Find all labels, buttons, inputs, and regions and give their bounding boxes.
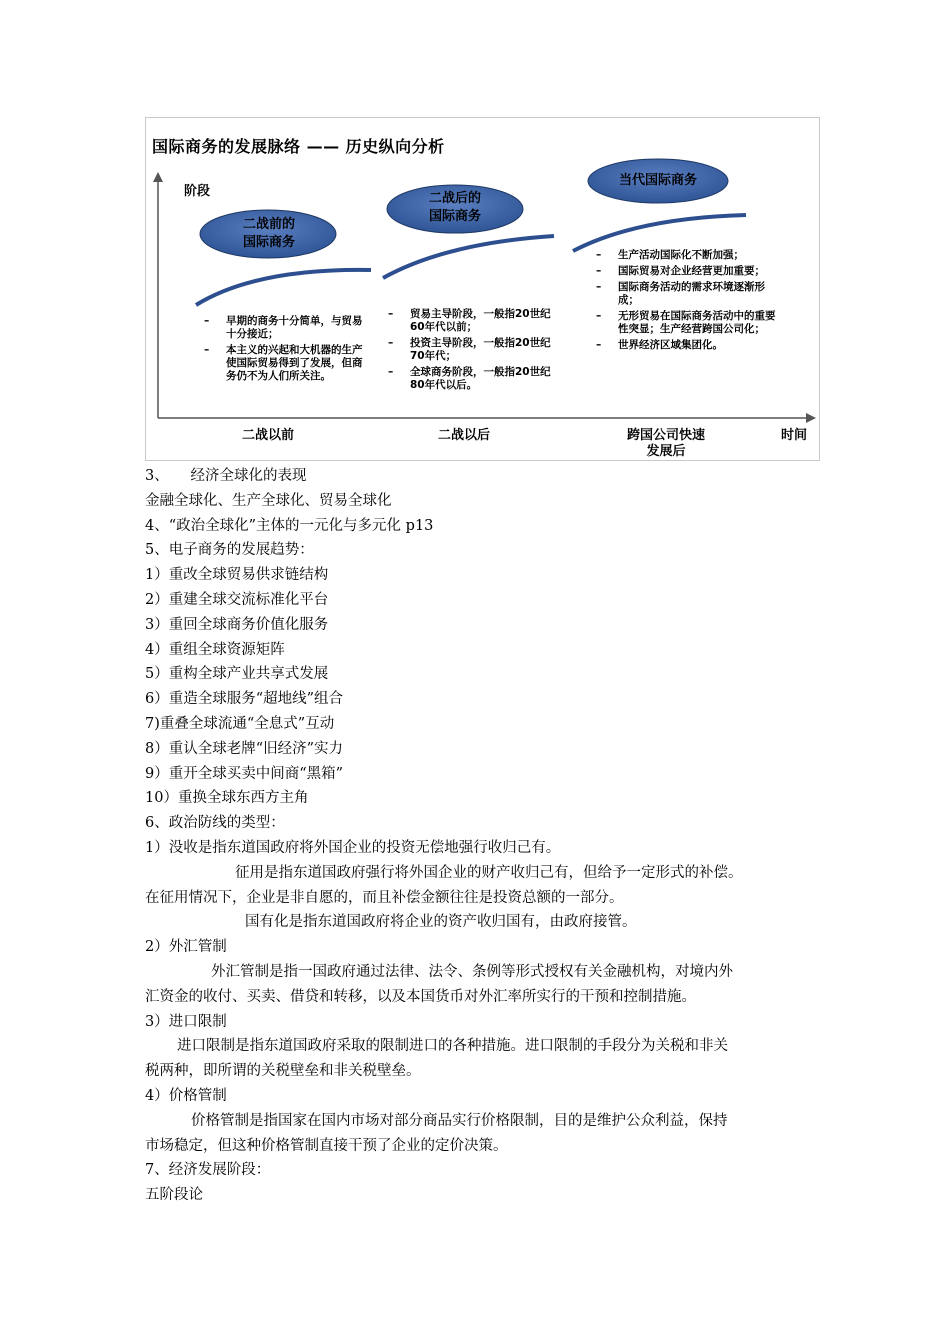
figure-title: 国际商务的发展脉络 —— 历史纵向分析 bbox=[152, 137, 445, 156]
period-label-3-line-2: 发展后 bbox=[646, 444, 686, 459]
period-label-3 bbox=[606, 428, 726, 460]
subheading: 4）价格管制 bbox=[145, 1087, 227, 1104]
stage-3-bullet: – 国际商务活动的需求环境逐渐形成； bbox=[592, 281, 782, 307]
stage-1-ellipse-line-2: 国际商务 bbox=[242, 235, 295, 250]
list-item: 10）重换全球东西方主角 bbox=[145, 790, 309, 807]
stage-1-bullets bbox=[200, 315, 370, 386]
stage-2-bullet: – 全球商务阶段，一般指20世纪80年代以后。 bbox=[384, 366, 564, 392]
list-item: 8）重认全球老牌“旧经济”实力 bbox=[145, 740, 344, 757]
heading-globalization: 3、 经济全球化的表现 bbox=[145, 468, 307, 484]
list-item: 5）重构全球产业共享式发展 bbox=[145, 666, 329, 683]
paragraph: 国有化是指东道国政府将企业的资产收归国有，由政府接管。 bbox=[245, 914, 637, 931]
stage-1-ellipse-line-1: 二战前的 bbox=[242, 217, 295, 232]
list-item: 7)重叠全球流通“全息式”互动 bbox=[145, 715, 335, 732]
paragraph: 在征用情况下，企业是非自愿的，而且补偿金额往往是投资总额的一部分。 bbox=[145, 889, 624, 906]
y-axis-arrow bbox=[153, 172, 163, 182]
stage-arc-3 bbox=[573, 215, 746, 251]
document-body bbox=[145, 464, 810, 1208]
stage-3-bullets bbox=[592, 249, 782, 355]
heading-economic-stages: 7、经济发展阶段： bbox=[145, 1162, 271, 1179]
stage-2-ellipse-line-1: 二战后的 bbox=[428, 191, 481, 206]
subheading: 2）外汇管制 bbox=[145, 939, 227, 956]
list-item: 1）重改全球贸易供求链结构 bbox=[145, 567, 329, 584]
x-axis-label: 时间 bbox=[780, 428, 807, 443]
list-item: 2）重建全球交流标准化平台 bbox=[145, 591, 329, 608]
stage-1-bullet: – 本主义的兴起和大机器的生产使国际贸易得到了发展，但商务仍不为人们所关注。 bbox=[200, 344, 370, 383]
stage-2-bullet: – 贸易主导阶段，一般指20世纪60年代以前； bbox=[384, 308, 564, 334]
heading-political-defense: 6、政治防线的类型： bbox=[145, 815, 285, 832]
paragraph: 税两种，即所谓的关税壁垒和非关税壁垒。 bbox=[145, 1063, 421, 1080]
stage-2-ellipse-label bbox=[390, 190, 520, 226]
stage-3-bullet: – 无形贸易在国际商务活动中的重要性突显；生产经营跨国公司化； bbox=[592, 310, 782, 336]
stage-3-bullet: – 生产活动国际化不断加强； bbox=[592, 249, 782, 262]
stage-1-ellipse-label bbox=[204, 216, 334, 252]
paragraph: 进口限制是指东道国政府采取的限制进口的各种措施。进口限制的手段分为关税和非关 bbox=[177, 1038, 728, 1055]
development-figure bbox=[145, 117, 820, 461]
paragraph: 1）没收是指东道国政府将外国企业的投资无偿地强行收归己有。 bbox=[145, 839, 561, 856]
list-item: 4）重组全球资源矩阵 bbox=[145, 641, 285, 658]
stage-3-bullet: – 世界经济区域集团化。 bbox=[592, 339, 782, 352]
stage-arc-1 bbox=[196, 270, 371, 305]
period-label-2: 二战以后 bbox=[437, 428, 490, 443]
list-item: 3）重回全球商务价值化服务 bbox=[145, 616, 329, 633]
list-item: 6）重造全球服务“超地线”组合 bbox=[145, 691, 344, 708]
period-label-1: 二战以前 bbox=[241, 428, 294, 443]
y-axis-label: 阶段 bbox=[184, 184, 211, 199]
stage-3-bullet: – 国际贸易对企业经营更加重要； bbox=[592, 265, 782, 278]
paragraph: 征用是指东道国政府强行将外国企业的财产收归己有，但给予一定形式的补偿。 bbox=[235, 864, 743, 881]
stage-1-bullet: – 早期的商务十分简单，与贸易十分接近； bbox=[200, 315, 370, 341]
stage-2-bullets bbox=[384, 308, 564, 395]
heading-ecommerce: 5、电子商务的发展趋势： bbox=[145, 542, 314, 559]
heading-politics: 4、“政治全球化”主体的一元化与多元化 p13 bbox=[145, 517, 434, 534]
paragraph: 汇资金的收付、买卖、借贷和转移，以及本国货币对外汇率所实行的干预和控制措施。 bbox=[145, 988, 696, 1005]
paragraph: 外汇管制是指一国政府通过法律、法令、条例等形式授权有关金融机构，对境内外 bbox=[211, 963, 733, 980]
stage-3-ellipse-line-1: 当代国际商务 bbox=[618, 173, 697, 188]
paragraph: 市场稳定，但这种价格管制直接干预了企业的定价决策。 bbox=[145, 1137, 508, 1154]
stage-2-ellipse-line-2: 国际商务 bbox=[428, 209, 481, 224]
stage-3-ellipse-label bbox=[590, 172, 726, 190]
stage-2-bullet: – 投资主导阶段，一般指20世纪70年代； bbox=[384, 337, 564, 363]
subheading: 3）进口限制 bbox=[145, 1013, 227, 1030]
paragraph: 五阶段论 bbox=[145, 1187, 203, 1204]
list-item: 9）重开全球买卖中间商“黑箱” bbox=[145, 765, 344, 782]
paragraph: 价格管制是指国家在国内市场对部分商品实行价格限制，目的是维护公众利益，保持 bbox=[191, 1112, 728, 1129]
paragraph: 金融全球化、生产全球化、贸易全球化 bbox=[145, 492, 392, 509]
stage-arc-2 bbox=[383, 236, 554, 278]
x-axis-arrow bbox=[806, 413, 816, 423]
period-label-3-line-1: 跨国公司快速 bbox=[626, 428, 705, 443]
